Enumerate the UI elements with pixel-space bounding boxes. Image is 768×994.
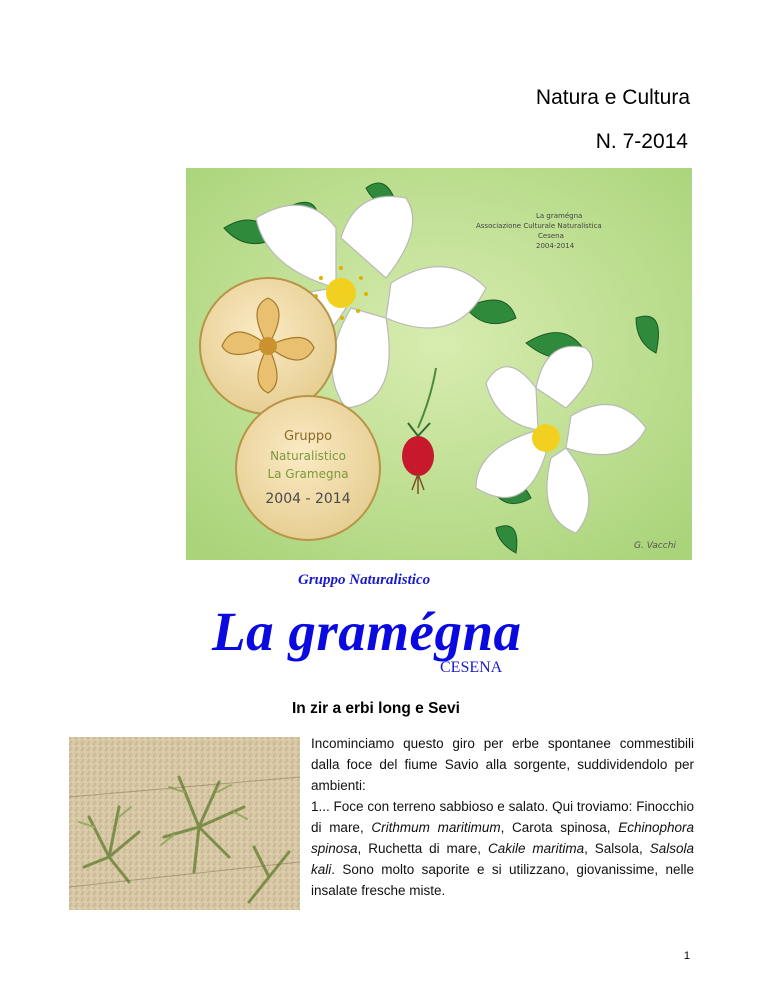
brand-subtitle: Gruppo Naturalistico: [298, 572, 431, 588]
badge-line-3: La Gramegna: [267, 467, 349, 481]
badge-line-4: 2004 - 2014: [265, 491, 351, 507]
badge-line-2: Naturalistico: [270, 449, 346, 463]
text-span: 1... Foce con terreno sabbioso e salato. Qui troviamo: Finocchio di mare,: [311, 799, 694, 835]
cover-illustration: [186, 168, 692, 560]
plant-photo: [69, 737, 300, 910]
badge-line-1: Gruppo: [283, 429, 333, 444]
species-name: Cakile maritima: [487, 841, 585, 856]
magazine-title: Natura e Cultura: [535, 86, 690, 109]
medal-with-flower: [200, 278, 336, 414]
tag-line-2: Associazione Culturale Naturalistica: [476, 222, 602, 230]
text-span: , Carota spinosa,: [500, 820, 619, 835]
article-paragraph-1: [311, 796, 694, 901]
page-number: 1: [683, 950, 690, 962]
text-span: . Sono molto saporite e si utilizzano, giovanissime, nelle insalate fresche miste.: [311, 862, 694, 898]
article-body: [311, 733, 694, 901]
brand-name: La gramégna: [212, 601, 522, 662]
brand-city: CESENA: [440, 659, 503, 676]
medal-with-text: [236, 396, 380, 540]
article-title: In zir a erbi long e Sevi: [292, 700, 460, 717]
tag-line-1: La gramégna: [536, 212, 583, 220]
article-intro-paragraph: Incominciamo questo giro per erbe spontanee commestibili dalla foce del fiume Savio alla sorgente, suddividendolo per ambienti:: [311, 736, 694, 793]
text-span: , Salsola,: [584, 841, 650, 856]
species-name: Crithmum maritimum: [371, 820, 501, 835]
artist-signature: G. Vacchi: [634, 541, 676, 551]
tag-line-4: 2004-2014: [536, 242, 575, 250]
text-span: , Ruchetta di mare,: [357, 841, 488, 856]
flower-center: [326, 278, 356, 308]
issue-number: N. 7-2014: [595, 130, 688, 153]
tag-line-3: Cesena: [538, 232, 564, 240]
species-name: Salsola kali: [311, 841, 694, 877]
species-name: Echinophora spinosa: [311, 820, 694, 856]
